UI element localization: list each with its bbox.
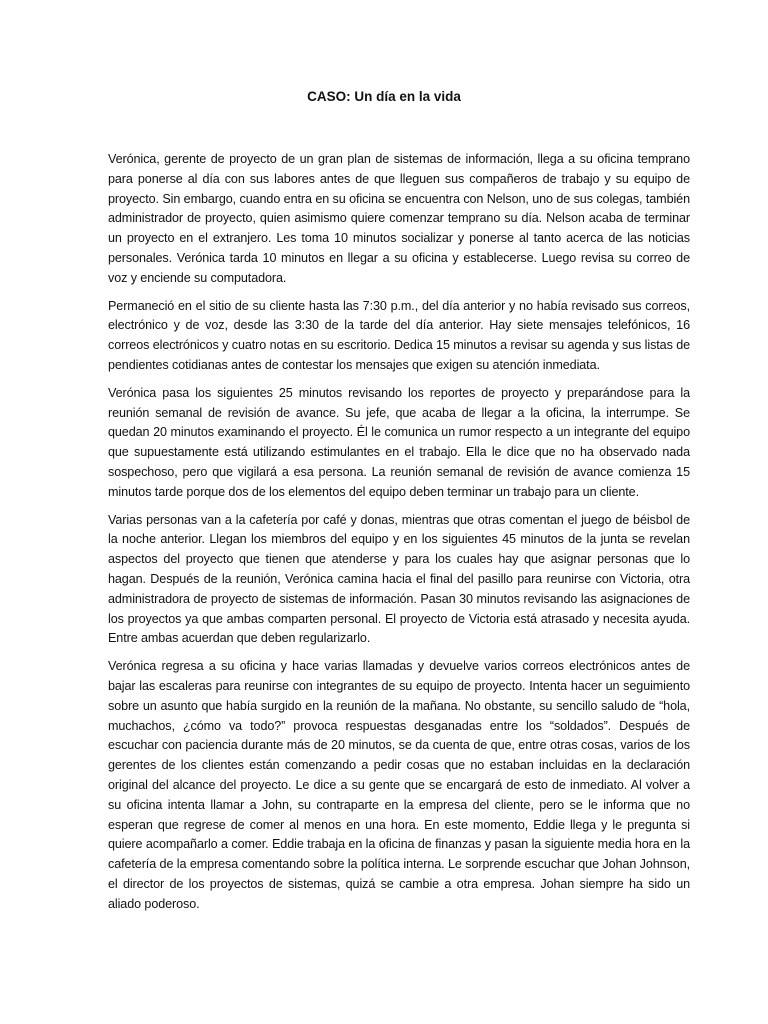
- paragraph-2: Permaneció en el sitio de su cliente hasta las 7:30 p.m., del día anterior y no había revisado sus correos, electrónico y de voz, desde las 3:30 de la tarde del día anterior. Hay siete mensajes telefónicos, 16 correos electrónicos y cuatro notas en su escritorio. Dedica 15 minutos a revisar su agenda y sus listas de pendientes cotidianas antes de contestar los mensajes que exigen su atención inmediata.: [108, 298, 690, 372]
- document-body: [108, 150, 690, 922]
- paragraph-4: Varias personas van a la cafetería por café y donas, mientras que otras comentan el juego de béisbol de la noche anterior. Llegan los miembros del equipo y en los siguientes 45 minutos de la junta se revelan aspectos del proyecto que tienen que atenderse y para los cuales hay que asignar personas que lo hagan. Después de la reunión, Verónica camina hacia el final del pasillo para reunirse con Victoria, otra administradora de proyecto de sistemas de información. Pasan 30 minutos revisando las asignaciones de los proyectos ya que ambas comparten personal. El proyecto de Victoria está atrasado y necesita ayuda. Entre ambas acuerdan que deben regularizarlo.: [108, 512, 690, 646]
- document-title: CASO: Un día en la vida: [307, 89, 461, 104]
- paragraph-1: Verónica, gerente de proyecto de un gran plan de sistemas de información, llega a su oficina temprano para ponerse al día con sus labores antes de que lleguen sus compañeros de trabajo y su equipo de proyecto. Sin embargo, cuando entra en su oficina se encuentra con Nelson, uno de sus colegas, también administrador de proyecto, quien asimismo quiere comenzar temprano su día. Nelson acaba de terminar un proyecto en el extranjero. Les toma 10 minutos socializar y ponerse al tanto acerca de las noticias personales. Verónica tarda 10 minutos en llegar a su oficina y establecerse. Luego revisa su correo de voz y enciende su computadora.: [108, 152, 690, 285]
- paragraph-3: Verónica pasa los siguientes 25 minutos revisando los reportes de proyecto y preparándose para la reunión semanal de revisión de avance. Su jefe, que acaba de llegar a la oficina, la interrumpe. Se quedan 20 minutos examinando el proyecto. Él le comunica un rumor respecto a un integrante del equipo que supuestamente está utilizando estimulantes en el trabajo. Ella le dice que no ha observado nada sospechoso, pero que vigilará a esa persona. La reunión semanal de revisión de avance comienza 15 minutos tarde porque dos de los elementos del equipo deben terminar un trabajo para un cliente.: [108, 385, 690, 499]
- paragraph-5: Verónica regresa a su oficina y hace varias llamadas y devuelve varios correos electrónicos antes de bajar las escaleras para reunirse con integrantes de su equipo de proyecto. Intenta hacer un seguimiento sobre un asunto que había surgido en la reunión de la mañana. No obstante, su sencillo saludo de “hola, muchachos, ¿cómo va todo?” provoca respuestas desganadas entre los “soldados”. Después de escuchar con paciencia durante más de 20 minutos, se da cuenta de que, entre otras cosas, varios de los gerentes de los clientes están comenzando a pedir cosas que no estaban incluidas en la declaración original del alcance del proyecto. Le dice a su gente que se encargará de esto de inmediato. Al volver a su oficina intenta llamar a John, su contraparte en la empresa del cliente, pero se le informa que no esperan que regrese de comer al menos en una hora. En este momento, Eddie llega y le pregunta si quiere acompañarlo a comer. Eddie trabaja en la oficina de finanzas y pasan la siguiente media hora en la cafetería de la empresa comentando sobre la política interna. Le sorprende escuchar que Johan Johnson, el director de los proyectos de sistemas, quizá se cambie a otra empresa. Johan siempre ha sido un aliado poderoso.: [108, 659, 690, 911]
